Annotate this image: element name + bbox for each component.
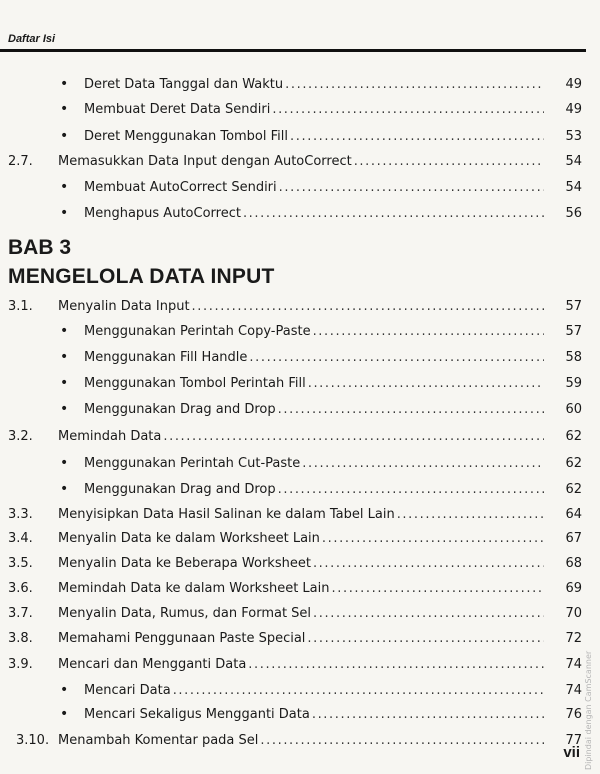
toc-page-number: 62 xyxy=(565,429,582,444)
dot-leader xyxy=(278,481,544,498)
chapter-title: MENGELOLA DATA INPUT xyxy=(8,265,275,288)
toc-page-number: 62 xyxy=(565,456,582,471)
toc-entry-title: Menggunakan Perintah Cut-Paste xyxy=(84,456,301,471)
bullet-icon: • xyxy=(60,349,69,365)
dot-leader xyxy=(397,506,544,523)
toc-entry xyxy=(60,323,582,340)
toc-entry xyxy=(60,205,582,222)
dot-leader xyxy=(302,455,544,472)
toc-page-number: 68 xyxy=(565,556,582,571)
dot-leader xyxy=(322,530,544,547)
toc-entry xyxy=(8,630,582,647)
toc-section-number: 3.10. xyxy=(16,733,50,748)
toc-page-number: 67 xyxy=(565,531,582,546)
toc-entry xyxy=(60,101,582,118)
toc-section-number: 3.9. xyxy=(8,657,33,672)
dot-leader xyxy=(163,428,544,445)
toc-page-number: 56 xyxy=(565,206,582,221)
toc-section-number: 3.2. xyxy=(8,429,33,444)
toc-entry-title: Memasukkan Data Input dengan AutoCorrect xyxy=(58,154,352,169)
toc-entry xyxy=(8,656,582,673)
dot-leader xyxy=(307,630,544,647)
toc-page-number: 57 xyxy=(565,324,582,339)
dot-leader xyxy=(279,179,544,196)
bullet-icon: • xyxy=(60,101,69,117)
dot-leader xyxy=(260,732,544,749)
toc-entry-title: Menghapus AutoCorrect xyxy=(84,206,241,221)
toc-page-number: 54 xyxy=(565,154,582,169)
dot-leader xyxy=(272,101,544,118)
scanner-watermark: Dipindai dengan CamScanner xyxy=(584,650,593,770)
toc-page-number: 77 xyxy=(565,733,582,748)
dot-leader xyxy=(354,153,544,170)
bullet-icon: • xyxy=(60,375,69,391)
toc-page-number: 60 xyxy=(565,402,582,417)
toc-entry-title: Memindah Data ke dalam Worksheet Lain xyxy=(58,581,330,596)
toc-section-number: 2.7. xyxy=(8,154,33,169)
toc-entry-title: Memindah Data xyxy=(58,429,162,444)
toc-entry xyxy=(60,401,582,418)
toc-entry-title: Menyalin Data ke Beberapa Worksheet xyxy=(58,556,311,571)
bullet-icon: • xyxy=(60,179,69,195)
chapter-label: BAB 3 xyxy=(8,236,72,259)
toc-section-number: 3.5. xyxy=(8,556,33,571)
toc-section-number: 3.7. xyxy=(8,606,33,621)
bullet-icon: • xyxy=(60,401,69,417)
toc-entry-title: Menggunakan Tombol Perintah Fill xyxy=(84,376,306,391)
toc-page-number: 64 xyxy=(565,507,582,522)
toc-entry-title: Membuat Deret Data Sendiri xyxy=(84,102,271,117)
toc-page-number: 74 xyxy=(565,683,582,698)
toc-entry xyxy=(60,349,582,366)
dot-leader xyxy=(248,656,544,673)
dot-leader xyxy=(192,298,544,315)
toc-entry xyxy=(60,481,582,498)
toc-entry xyxy=(60,375,582,392)
toc-entry-title: Menggunakan Fill Handle xyxy=(84,350,248,365)
dot-leader xyxy=(249,349,544,366)
toc-entry xyxy=(60,179,582,196)
dot-leader xyxy=(173,682,544,699)
toc-entry xyxy=(8,580,582,597)
toc-entry-title: Menambah Komentar pada Sel xyxy=(58,733,259,748)
toc-entry xyxy=(8,605,582,622)
toc-entry xyxy=(16,732,582,749)
toc-page-number: 76 xyxy=(565,707,582,722)
page-number: vii xyxy=(563,744,580,761)
toc-entry xyxy=(60,455,582,472)
dot-leader xyxy=(313,605,544,622)
toc-section-number: 3.3. xyxy=(8,507,33,522)
bullet-icon: • xyxy=(60,76,69,92)
bullet-icon: • xyxy=(60,205,69,221)
toc-entry-title: Menggunakan Drag and Drop xyxy=(84,482,276,497)
toc-section-number: 3.6. xyxy=(8,581,33,596)
dot-leader xyxy=(312,706,544,723)
dot-leader xyxy=(278,401,544,418)
toc-entry-title: Menyisipkan Data Hasil Salinan ke dalam Tabel Lain xyxy=(58,507,395,522)
toc-page-number: 49 xyxy=(565,77,582,92)
toc-entry xyxy=(8,298,582,315)
bullet-icon: • xyxy=(60,682,69,698)
bullet-icon: • xyxy=(60,455,69,471)
toc-entry xyxy=(8,428,582,445)
bullet-icon: • xyxy=(60,706,69,722)
toc-entry xyxy=(60,682,582,699)
toc-entry-title: Menyalin Data Input xyxy=(58,299,190,314)
dot-leader xyxy=(290,128,544,145)
dot-leader xyxy=(313,323,544,340)
toc-section-number: 3.8. xyxy=(8,631,33,646)
bullet-icon: • xyxy=(60,128,69,144)
toc-page-number: 53 xyxy=(565,129,582,144)
toc-page-number: 58 xyxy=(565,350,582,365)
toc-page-number: 49 xyxy=(565,102,582,117)
toc-entry-title: Deret Data Tanggal dan Waktu xyxy=(84,77,284,92)
toc-entry-title: Memahami Penggunaan Paste Special xyxy=(58,631,306,646)
toc-entry xyxy=(60,76,582,93)
toc-entry-title: Membuat AutoCorrect Sendiri xyxy=(84,180,277,195)
dot-leader xyxy=(313,555,544,572)
header-rule xyxy=(0,49,586,52)
toc-entry-title: Menggunakan Perintah Copy-Paste xyxy=(84,324,311,339)
toc-entry xyxy=(60,706,582,723)
toc-entry-title: Menyalin Data, Rumus, dan Format Sel xyxy=(58,606,312,621)
dot-leader xyxy=(332,580,545,597)
toc-entry-title: Mencari dan Mengganti Data xyxy=(58,657,247,672)
dot-leader xyxy=(285,76,544,93)
toc-entry xyxy=(8,153,582,170)
toc-page-number: 57 xyxy=(565,299,582,314)
toc-entry xyxy=(8,555,582,572)
toc-entry xyxy=(8,506,582,523)
toc-entry-title: Menyalin Data ke dalam Worksheet Lain xyxy=(58,531,320,546)
toc-page-number: 72 xyxy=(565,631,582,646)
toc-page-number: 62 xyxy=(565,482,582,497)
dot-leader xyxy=(243,205,544,222)
bullet-icon: • xyxy=(60,481,69,497)
dot-leader xyxy=(308,375,544,392)
toc-page-number: 70 xyxy=(565,606,582,621)
toc-entry-title: Mencari Sekaligus Mengganti Data xyxy=(84,707,310,722)
bullet-icon: • xyxy=(60,323,69,339)
toc-page-number: 74 xyxy=(565,657,582,672)
toc-entry xyxy=(8,530,582,547)
toc-page-number: 59 xyxy=(565,376,582,391)
toc-section-number: 3.1. xyxy=(8,299,33,314)
toc-section-number: 3.4. xyxy=(8,531,33,546)
toc-entry-title: Deret Menggunakan Tombol Fill xyxy=(84,129,289,144)
running-header-title: Daftar Isi xyxy=(8,33,56,45)
toc-entry xyxy=(60,128,582,145)
toc-page-number: 69 xyxy=(565,581,582,596)
toc-entry-title: Menggunakan Drag and Drop xyxy=(84,402,276,417)
toc-page-number: 54 xyxy=(565,180,582,195)
toc-entry-title: Mencari Data xyxy=(84,683,171,698)
